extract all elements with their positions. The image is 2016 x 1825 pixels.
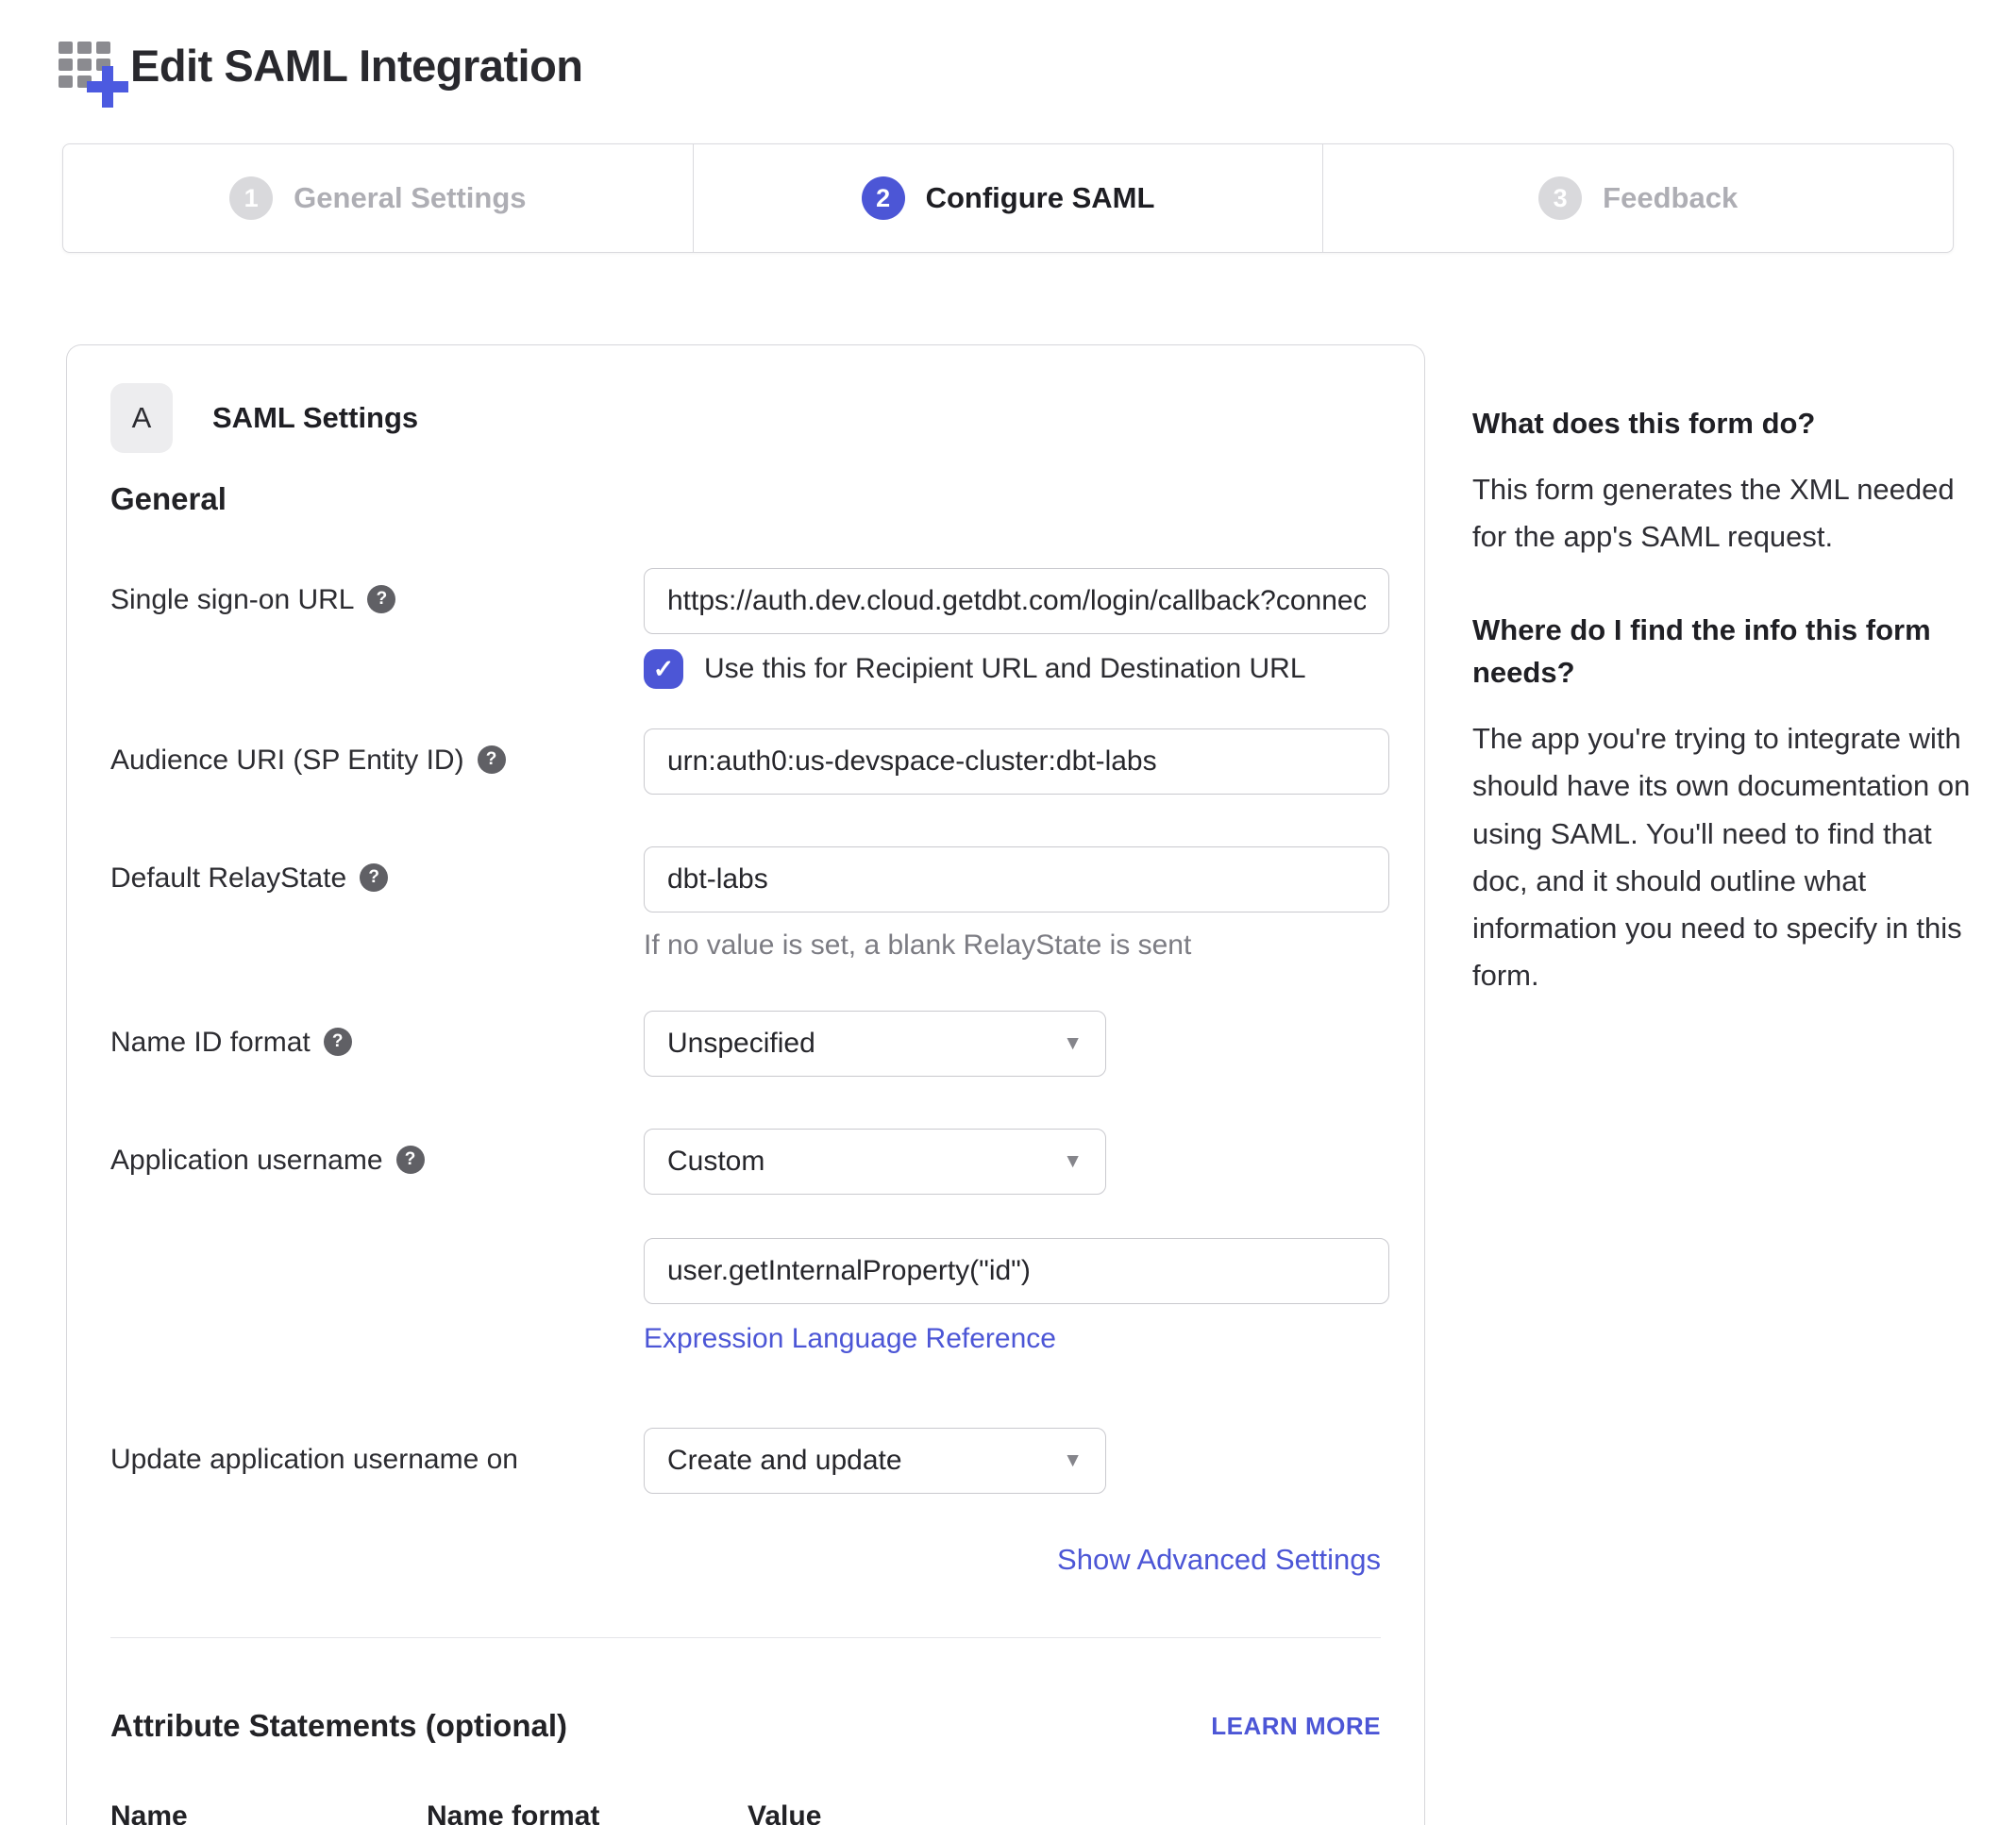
help-icon[interactable]: ? [478, 745, 506, 774]
selected-value: Create and update [667, 1445, 902, 1476]
page-header [0, 0, 2016, 108]
chevron-down-icon: ▼ [1063, 1449, 1083, 1471]
step-configure-saml[interactable] [693, 144, 1323, 252]
sso-url-label: Single sign-on URL ? [110, 568, 644, 689]
attribute-table-header [110, 1800, 1381, 1825]
content-area [66, 344, 2016, 1825]
page-title: Edit SAML Integration [130, 41, 583, 91]
audience-uri-row [110, 728, 1381, 795]
sso-url-row [110, 568, 1381, 689]
step-number-badge: 3 [1538, 176, 1582, 220]
plus-icon [87, 66, 128, 108]
wizard-stepper [62, 143, 1954, 253]
help-icon[interactable]: ? [396, 1146, 425, 1174]
sidebar-question-1: What does this form do? [1472, 407, 1816, 440]
sidebar-answer-1: This form generates the XML needed for the app's SAML request. [1472, 472, 1955, 554]
relay-state-helper-text: If no value is set, a blank RelayState is sent [644, 929, 1192, 961]
application-username-select[interactable] [644, 1129, 1106, 1195]
help-icon[interactable]: ? [360, 863, 388, 892]
step-label: General Settings [294, 181, 527, 214]
custom-expression-input[interactable] [644, 1238, 1389, 1304]
relay-state-input[interactable] [644, 846, 1389, 912]
section-divider [110, 1637, 1381, 1638]
sidebar-question-2: Where do I find the info this form needs? [1472, 613, 1931, 690]
learn-more-link[interactable]: LEARN MORE [1211, 1711, 1381, 1740]
attr-column-name-format: Name format [427, 1800, 600, 1825]
update-username-row [110, 1428, 1381, 1494]
selected-value: Custom [667, 1146, 765, 1177]
chevron-down-icon: ▼ [1063, 1032, 1083, 1054]
relay-state-label: Default RelayState ? [110, 846, 644, 962]
expression-language-reference-link[interactable]: Expression Language Reference [644, 1323, 1056, 1354]
attr-column-name: Name [110, 1800, 188, 1825]
general-section-heading: General [110, 481, 227, 516]
section-a-badge: A [110, 383, 173, 453]
step-number-badge: 1 [229, 176, 273, 220]
application-username-row [110, 1129, 1381, 1355]
chevron-down-icon: ▼ [1063, 1150, 1083, 1172]
name-id-format-select[interactable] [644, 1011, 1106, 1077]
update-username-label: Update application username on [110, 1444, 518, 1475]
audience-uri-label: Audience URI (SP Entity ID) ? [110, 728, 644, 795]
relay-state-row [110, 846, 1381, 962]
application-username-label: Application username ? [110, 1129, 644, 1355]
sidebar-answer-2: The app you're trying to integrate with should have its own documentation on using SAML. You'll need to find that doc, and it should outline what information you need to specify in this form. [1472, 722, 1971, 993]
step-general-settings[interactable] [63, 144, 693, 252]
attribute-statements-heading: Attribute Statements (optional) [110, 1708, 567, 1743]
selected-value: Unspecified [667, 1028, 815, 1059]
step-feedback[interactable] [1322, 144, 1953, 252]
sso-url-input[interactable] [644, 568, 1389, 634]
saml-settings-panel [66, 344, 1425, 1825]
attr-column-value: Value [748, 1800, 822, 1825]
show-advanced-settings-link[interactable]: Show Advanced Settings [1057, 1543, 1381, 1576]
name-id-format-label: Name ID format ? [110, 1011, 644, 1077]
recipient-url-checkbox[interactable]: ✓ [644, 649, 683, 689]
step-number-badge: 2 [862, 176, 905, 220]
step-label: Feedback [1603, 181, 1739, 214]
name-id-format-row [110, 1011, 1381, 1077]
help-sidebar [1472, 344, 1978, 1049]
help-icon[interactable]: ? [367, 585, 395, 613]
app-grid-plus-icon [59, 26, 123, 108]
help-icon[interactable]: ? [324, 1028, 352, 1056]
panel-title: SAML Settings [212, 401, 419, 434]
recipient-url-checkbox-label: Use this for Recipient URL and Destination URL [704, 653, 1306, 684]
step-label: Configure SAML [925, 181, 1155, 214]
update-username-select[interactable] [644, 1428, 1106, 1494]
audience-uri-input[interactable] [644, 728, 1389, 795]
